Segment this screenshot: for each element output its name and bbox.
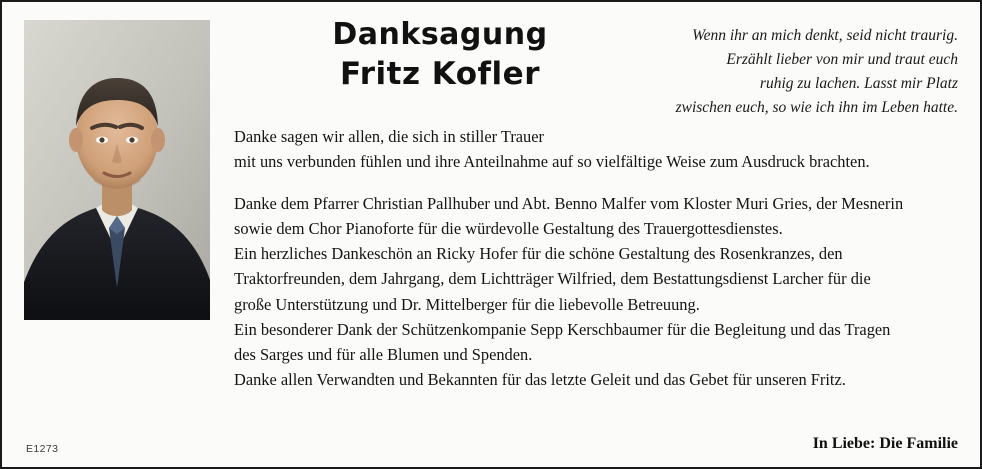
paragraph [234,124,962,174]
reference-code: E1273 [26,443,59,455]
text-line: Ein herzliches Dankeschön an Ricky Hofer für die schöne Gestaltung des Rosenkranzes, den [234,244,843,264]
paragraph [234,191,962,392]
text-line: mit uns verbunden fühlen und ihre Anteilnahme auf so vielfältige Weise zum Ausdruck brachten. [234,152,870,172]
text-line: des Sarges und für alle Blumen und Spenden. [234,344,533,364]
text-line: Danke allen Verwandten und Bekannten für das letzte Geleit und das Gebet für unseren Fritz. [234,369,846,389]
text-line: große Unterstützung und Dr. Mittelberger für die liebevolle Betreuung. [234,294,700,314]
portrait-photo [24,20,210,320]
thank-you-text [234,124,962,392]
verse-line: zwischen euch, so wie ich ihn im Leben hatte. [675,99,958,117]
deceased-name: Fritz Kofler [340,55,540,92]
text-line: Traktorfreunden, dem Jahrgang, dem Lichtträger Wilfried, dem Bestattungsdienst Larcher für die [234,269,871,289]
text-line: Danke dem Pfarrer Christian Pallhuber und Abt. Benno Malfer vom Kloster Muri Gries, der Mesnerin [234,194,904,214]
text-line: Ein besonderer Dank der Schützenkompanie Sepp Kerschbaumer für die Begleitung und das Tragen [234,319,891,339]
memorial-verse [602,24,958,120]
verse-line: Erzählt lieber von mir und traut euch [726,51,958,69]
text-line: Danke sagen wir allen, die sich in stiller Trauer [234,127,544,146]
page-title: Danksagung [332,17,548,52]
verse-line: ruhig zu lachen. Lasst mir Platz [759,75,958,93]
card-inner [2,2,980,467]
heading-block [230,18,650,93]
verse-line: Wenn ihr an mich denkt, seid nicht traurig. [692,27,958,44]
text-line: sowie dem Chor Pianoforte für die würdevolle Gestaltung des Trauergottesdienstes. [234,219,783,239]
portrait-image [24,20,210,320]
signoff-text: In Liebe: Die Familie [812,435,958,452]
